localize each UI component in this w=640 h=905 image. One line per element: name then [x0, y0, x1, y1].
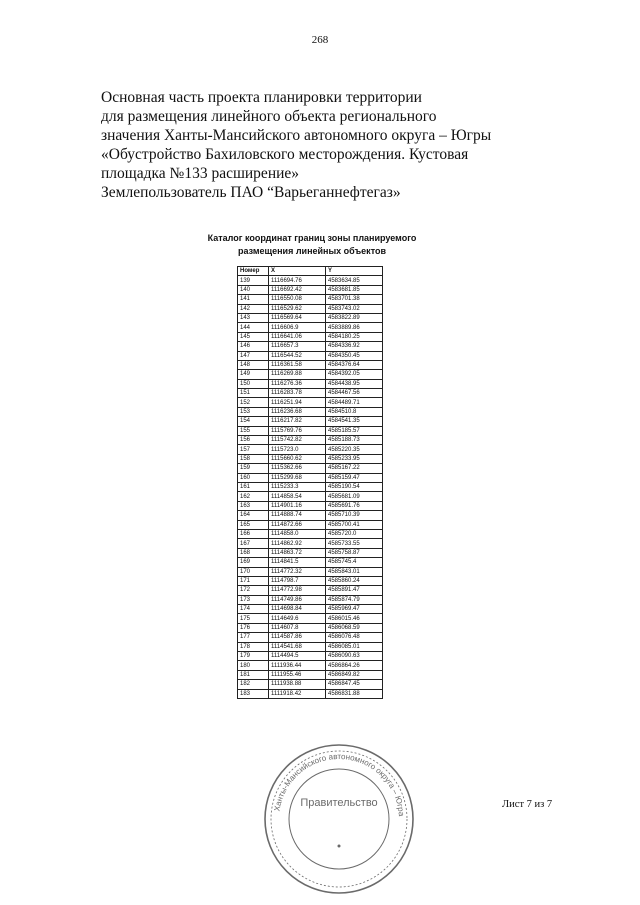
cell-number: 168	[238, 548, 269, 557]
table-row	[238, 605, 383, 614]
table-row	[238, 454, 383, 463]
table-row	[238, 313, 383, 322]
cell-x: 1116217.82	[269, 417, 326, 426]
cell-number: 145	[238, 332, 269, 341]
cell-y: 4585860.24	[326, 576, 383, 585]
cell-number: 171	[238, 576, 269, 585]
table-row	[238, 633, 383, 642]
cell-y: 4584336.92	[326, 342, 383, 351]
cell-y: 4586085.01	[326, 642, 383, 651]
cell-y: 4585891.47	[326, 586, 383, 595]
cell-number: 173	[238, 595, 269, 604]
cell-y: 4586849.82	[326, 670, 383, 679]
cell-x: 1116269.88	[269, 370, 326, 379]
cell-x: 1116283.78	[269, 389, 326, 398]
cell-x: 1114541.68	[269, 642, 326, 651]
heading-line: Землепользователь ПАО “Варьеганнефтегаз»	[101, 184, 401, 201]
catalog-title-line: размещения линейных объектов	[237, 246, 387, 256]
cell-number: 178	[238, 642, 269, 651]
table-row	[238, 652, 383, 661]
cell-x: 1116276.36	[269, 379, 326, 388]
table-header-row	[238, 267, 383, 276]
table-row	[238, 520, 383, 529]
table-row	[238, 436, 383, 445]
cell-number: 165	[238, 520, 269, 529]
cell-x: 1114901.16	[269, 501, 326, 510]
cell-number: 144	[238, 323, 269, 332]
cell-number: 157	[238, 445, 269, 454]
cell-x: 1116657.3	[269, 342, 326, 351]
cell-x: 1116606.9	[269, 323, 326, 332]
cell-x: 1114798.7	[269, 576, 326, 585]
column-header-y: Y	[326, 267, 383, 276]
cell-y: 4585220.35	[326, 445, 383, 454]
coordinates-table	[237, 266, 383, 699]
cell-number: 179	[238, 652, 269, 661]
cell-y: 4586076.48	[326, 633, 383, 642]
seal-dot	[338, 845, 341, 848]
cell-y: 4585710.39	[326, 511, 383, 520]
cell-x: 1115769.76	[269, 426, 326, 435]
table-row	[238, 323, 383, 332]
cell-number: 160	[238, 473, 269, 482]
cell-x: 1111955.46	[269, 670, 326, 679]
cell-x: 1114772.98	[269, 586, 326, 595]
cell-y: 4583743.02	[326, 304, 383, 313]
table-row	[238, 492, 383, 501]
cell-number: 170	[238, 567, 269, 576]
cell-y: 4584392.05	[326, 370, 383, 379]
cell-x: 1114649.6	[269, 614, 326, 623]
cell-number: 152	[238, 398, 269, 407]
cell-number: 161	[238, 482, 269, 491]
cell-y: 4586864.26	[326, 661, 383, 670]
catalog-title	[150, 232, 474, 258]
cell-x: 1115660.62	[269, 454, 326, 463]
cell-number: 150	[238, 379, 269, 388]
cell-number: 153	[238, 407, 269, 416]
cell-number: 146	[238, 342, 269, 351]
table-row	[238, 417, 383, 426]
cell-x: 1114858.0	[269, 529, 326, 538]
cell-number: 151	[238, 389, 269, 398]
cell-x: 1114698.84	[269, 605, 326, 614]
cell-number: 156	[238, 436, 269, 445]
cell-y: 4585758.87	[326, 548, 383, 557]
cell-number: 162	[238, 492, 269, 501]
heading-line: Основная часть проекта планировки территории	[101, 89, 422, 106]
table-row	[238, 285, 383, 294]
table-row	[238, 642, 383, 651]
cell-number: 175	[238, 614, 269, 623]
official-seal	[262, 742, 416, 896]
cell-x: 1114872.66	[269, 520, 326, 529]
cell-number: 172	[238, 586, 269, 595]
cell-number: 174	[238, 605, 269, 614]
cell-number: 158	[238, 454, 269, 463]
cell-y: 4586068.59	[326, 623, 383, 632]
heading-line: для размещения линейного объекта регионального	[101, 108, 437, 125]
cell-y: 4585681.09	[326, 492, 383, 501]
seal-inner-ring	[271, 751, 407, 887]
table-row	[238, 379, 383, 388]
cell-x: 1115723.0	[269, 445, 326, 454]
cell-number: 143	[238, 313, 269, 322]
cell-x: 1114858.54	[269, 492, 326, 501]
cell-number: 154	[238, 417, 269, 426]
cell-x: 1111918.42	[269, 689, 326, 698]
cell-x: 1114862.92	[269, 539, 326, 548]
table-row	[238, 501, 383, 510]
table-row	[238, 623, 383, 632]
cell-x: 1114494.5	[269, 652, 326, 661]
table-row	[238, 276, 383, 285]
table-row	[238, 407, 383, 416]
cell-number: 142	[238, 304, 269, 313]
table-row	[238, 304, 383, 313]
cell-x: 1116251.94	[269, 398, 326, 407]
cell-number: 148	[238, 360, 269, 369]
cell-x: 1111938.88	[269, 680, 326, 689]
table-row	[238, 548, 383, 557]
cell-number: 163	[238, 501, 269, 510]
cell-x: 1114607.8	[269, 623, 326, 632]
cell-y: 4583701.38	[326, 295, 383, 304]
cell-number: 139	[238, 276, 269, 285]
cell-y: 4586090.63	[326, 652, 383, 661]
cell-y: 4586831.88	[326, 689, 383, 698]
table-body	[238, 276, 383, 699]
cell-x: 1116641.06	[269, 332, 326, 341]
cell-number: 176	[238, 623, 269, 632]
cell-y: 4585188.73	[326, 436, 383, 445]
cell-y: 4585720.0	[326, 529, 383, 538]
table-row	[238, 539, 383, 548]
cell-number: 169	[238, 558, 269, 567]
cell-number: 177	[238, 633, 269, 642]
table-row	[238, 586, 383, 595]
table-row	[238, 464, 383, 473]
seal-outer-ring	[265, 745, 413, 893]
cell-number: 140	[238, 285, 269, 294]
table-row	[238, 529, 383, 538]
table-row	[238, 445, 383, 454]
table-row	[238, 670, 383, 679]
cell-x: 1116236.68	[269, 407, 326, 416]
cell-y: 4585233.95	[326, 454, 383, 463]
cell-number: 181	[238, 670, 269, 679]
page-number: 268	[311, 34, 329, 46]
cell-y: 4584510.8	[326, 407, 383, 416]
cell-y: 4585159.47	[326, 473, 383, 482]
cell-y: 4584438.95	[326, 379, 383, 388]
heading-line: «Обустройство Бахиловского месторождения. Кустовая	[101, 146, 469, 163]
cell-x: 1114772.32	[269, 567, 326, 576]
cell-y: 4583681.85	[326, 285, 383, 294]
table-row	[238, 482, 383, 491]
cell-y: 4585691.76	[326, 501, 383, 510]
cell-x: 1114749.86	[269, 595, 326, 604]
cell-number: 147	[238, 351, 269, 360]
cell-x: 1116361.58	[269, 360, 326, 369]
cell-y: 4585733.55	[326, 539, 383, 548]
cell-number: 180	[238, 661, 269, 670]
heading-line: площадка №133 расширение»	[101, 165, 300, 182]
heading-line: значения Ханты-Мансийского автономного округа – Югры	[101, 127, 492, 144]
cell-number: 166	[238, 529, 269, 538]
table-row	[238, 661, 383, 670]
table-row	[238, 473, 383, 482]
table-row	[238, 295, 383, 304]
cell-x: 1114888.74	[269, 511, 326, 520]
table-row	[238, 558, 383, 567]
cell-x: 1114863.72	[269, 548, 326, 557]
cell-number: 183	[238, 689, 269, 698]
column-header-number: Номер	[238, 267, 269, 276]
table-row	[238, 567, 383, 576]
cell-y: 4583889.86	[326, 323, 383, 332]
cell-y: 4585190.54	[326, 482, 383, 491]
cell-number: 164	[238, 511, 269, 520]
table-row	[238, 511, 383, 520]
cell-number: 149	[238, 370, 269, 379]
cell-number: 167	[238, 539, 269, 548]
cell-y: 4585969.47	[326, 605, 383, 614]
cell-x: 1111936.44	[269, 661, 326, 670]
cell-x: 1116692.42	[269, 285, 326, 294]
table-row	[238, 576, 383, 585]
cell-x: 1115233.3	[269, 482, 326, 491]
cell-y: 4585700.41	[326, 520, 383, 529]
table-row	[238, 614, 383, 623]
document-heading	[101, 88, 521, 202]
cell-x: 1116550.08	[269, 295, 326, 304]
sheet-label: Лист 7 из 7	[502, 799, 553, 810]
cell-x: 1116694.76	[269, 276, 326, 285]
cell-y: 4585745.4	[326, 558, 383, 567]
seal-center-ring	[289, 769, 389, 869]
cell-x: 1114841.5	[269, 558, 326, 567]
cell-y: 4584467.56	[326, 389, 383, 398]
seal-center-text: Правительство	[300, 797, 378, 809]
cell-y: 4585167.22	[326, 464, 383, 473]
cell-x: 1115742.82	[269, 436, 326, 445]
cell-y: 4584180.25	[326, 332, 383, 341]
cell-y: 4584541.35	[326, 417, 383, 426]
table-row	[238, 360, 383, 369]
cell-number: 155	[238, 426, 269, 435]
cell-y: 4583634.85	[326, 276, 383, 285]
table-row	[238, 398, 383, 407]
table-row	[238, 370, 383, 379]
cell-x: 1115299.68	[269, 473, 326, 482]
table-row	[238, 351, 383, 360]
table-row	[238, 595, 383, 604]
cell-number: 159	[238, 464, 269, 473]
cell-y: 4584350.45	[326, 351, 383, 360]
table-row	[238, 689, 383, 698]
cell-x: 1116529.62	[269, 304, 326, 313]
seal-ring-text: Ханты-Мансийского автономного округа – Югра	[272, 751, 406, 817]
table-row	[238, 680, 383, 689]
cell-x: 1115362.66	[269, 464, 326, 473]
table-row	[238, 332, 383, 341]
cell-y: 4583822.89	[326, 313, 383, 322]
cell-x: 1116544.52	[269, 351, 326, 360]
cell-y: 4584376.64	[326, 360, 383, 369]
cell-x: 1116569.64	[269, 313, 326, 322]
cell-y: 4585185.57	[326, 426, 383, 435]
cell-y: 4586847.45	[326, 680, 383, 689]
table-row	[238, 426, 383, 435]
catalog-title-line: Каталог координат границ зоны планируемого	[207, 233, 417, 243]
cell-y: 4586015.46	[326, 614, 383, 623]
cell-number: 182	[238, 680, 269, 689]
cell-y: 4584489.71	[326, 398, 383, 407]
table-row	[238, 342, 383, 351]
cell-x: 1114587.86	[269, 633, 326, 642]
cell-number: 141	[238, 295, 269, 304]
cell-y: 4585874.79	[326, 595, 383, 604]
cell-y: 4585843.01	[326, 567, 383, 576]
column-header-x: X	[269, 267, 326, 276]
table-row	[238, 389, 383, 398]
